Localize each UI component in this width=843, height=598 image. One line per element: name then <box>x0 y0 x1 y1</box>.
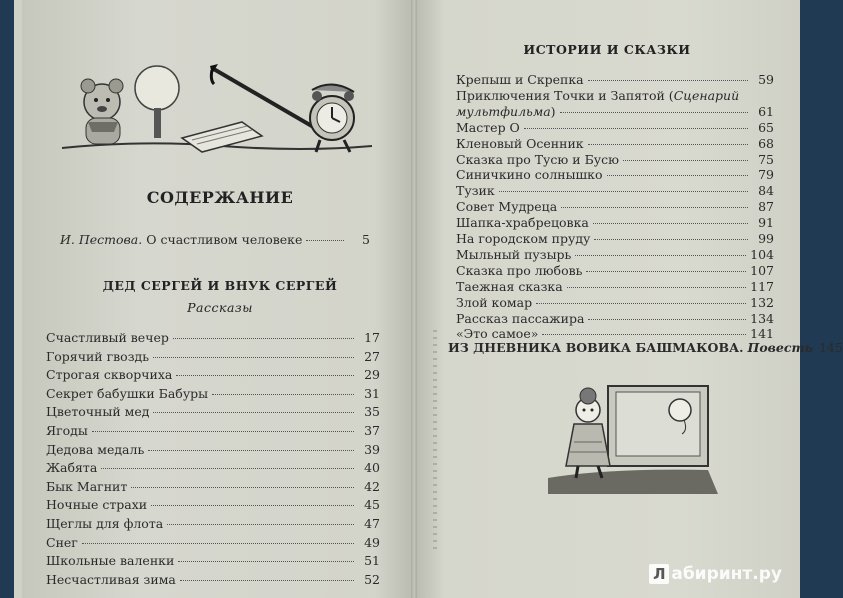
toc-entry[interactable] <box>456 72 774 87</box>
toc-entry[interactable] <box>456 104 774 119</box>
toc-entry-page: 59 <box>758 72 774 87</box>
toc-entry-page: 141 <box>750 326 774 342</box>
dot-leader <box>153 412 354 413</box>
toc-entry-title-text: Жабята <box>46 460 98 476</box>
section-title-right: ИСТОРИИ И СКАЗКИ <box>523 42 691 57</box>
toc-entry[interactable] <box>46 386 380 401</box>
toc-entry[interactable] <box>456 311 774 326</box>
toc-entry-title-text: Кленовый Осенник <box>456 135 584 151</box>
section-subtitle-left: Рассказы <box>187 300 253 315</box>
intro-page: 5 <box>362 232 370 247</box>
dot-leader <box>588 144 748 145</box>
dot-leader <box>82 543 354 544</box>
toc-entry-title-text: Ночные страхи <box>46 497 148 513</box>
labirint-logo-icon: Л <box>649 564 669 584</box>
toc-entry-title-text: Сказка про любовь <box>456 262 583 278</box>
contents-title: СОДЕРЖАНИЕ <box>146 188 294 207</box>
toc-entry-page: 65 <box>758 119 774 135</box>
toc-entry-page: 87 <box>758 199 774 215</box>
toc-entry-title-text: Рассказ пассажира <box>456 310 585 326</box>
toc-entry[interactable] <box>46 330 380 345</box>
toc-entry-title-text: Ягоды <box>46 423 88 438</box>
toc-entry-title-text: Строгая скворчиха <box>46 367 173 383</box>
toc-entry-page: 84 <box>758 183 774 199</box>
final-entry[interactable] <box>448 340 843 355</box>
toc-entry-title <box>46 572 176 587</box>
dot-leader <box>167 524 354 525</box>
toc-entry-title <box>456 104 556 119</box>
dot-leader <box>178 561 354 562</box>
toc-entry-page: 91 <box>758 215 774 231</box>
toc-entry[interactable] <box>456 199 774 214</box>
toc-entry-page: 35 <box>364 404 380 420</box>
tree-icon <box>135 66 179 138</box>
toc-entry-title <box>46 404 149 419</box>
toc-entry-page: 31 <box>364 385 380 401</box>
toc-entry-title <box>456 167 603 182</box>
dot-leader <box>588 319 746 320</box>
toc-entry-title <box>456 215 589 230</box>
toc-entry-page: 17 <box>364 330 380 345</box>
doll-icon <box>566 388 610 478</box>
toc-entry-page: 68 <box>758 135 774 151</box>
alarm-clock-icon <box>310 84 354 152</box>
final-entry-heading: ИЗ ДНЕВНИКА ВОВИКА БАШМАКОВА. <box>448 340 744 355</box>
intro-title: О счастливом человеке <box>146 232 303 247</box>
show-through-text <box>433 330 437 550</box>
toc-entry-title <box>46 423 88 438</box>
toc-entry-title-text: Несчастливая зима <box>46 571 176 587</box>
toc-entry-title <box>46 516 163 531</box>
toc-entry-page: 107 <box>750 262 774 278</box>
toc-entry-title <box>456 183 495 198</box>
toc-entry-title <box>456 231 590 246</box>
toc-entry[interactable] <box>456 247 774 262</box>
toc-entry-title <box>46 535 78 550</box>
dot-leader <box>212 394 354 395</box>
toc-entry-page: 45 <box>364 497 380 513</box>
toc-entry-page: 47 <box>364 516 380 531</box>
dot-leader <box>101 468 354 469</box>
toc-entry[interactable] <box>456 120 774 135</box>
toc-entry[interactable] <box>456 136 774 151</box>
toc-entry[interactable] <box>456 88 774 103</box>
toc-entry-page: 134 <box>750 310 774 326</box>
toc-entry[interactable] <box>46 367 380 382</box>
toc-entry-title-text: Дедова медаль <box>46 441 145 457</box>
toc-entry-page: 27 <box>364 348 380 364</box>
toc-entry-page: 42 <box>364 478 380 494</box>
toc-entry[interactable] <box>46 479 380 494</box>
toc-entry-title-text: Тузик <box>456 183 495 199</box>
toc-entry-title-text: Горячий гвоздь <box>46 348 150 364</box>
toc-entry-title-text: Совет Мудреца <box>456 199 558 215</box>
toc-entry-title-text: Бык Магнит <box>46 478 128 494</box>
toc-entry-title <box>46 330 169 345</box>
toc-entry-title <box>456 120 520 135</box>
dot-leader <box>567 287 746 288</box>
bear-icon <box>81 79 123 144</box>
toc-entry-page: 61 <box>758 103 774 119</box>
toc-entry[interactable] <box>46 349 380 364</box>
toc-entry-title <box>46 367 172 382</box>
toc-entry-title-text: Снег <box>46 534 78 550</box>
toc-entry-title <box>46 553 174 568</box>
dot-leader <box>542 334 746 335</box>
intro-entry-title <box>60 232 302 247</box>
toc-entry-title-text: Приключения Точки и Запятой ( <box>456 87 674 103</box>
toc-entry-title-italic: мультфильма <box>456 103 551 119</box>
dot-leader <box>148 450 354 451</box>
toc-entry-title <box>456 311 584 326</box>
toc-entry[interactable] <box>46 535 380 550</box>
book-gutter <box>411 0 417 598</box>
toc-entry[interactable] <box>46 572 380 587</box>
toc-entry-title-text: Мастер О <box>456 119 520 135</box>
dot-leader <box>153 357 354 358</box>
toc-entry-page: 117 <box>750 278 774 294</box>
toc-entry[interactable] <box>456 295 774 310</box>
final-entry-subtitle: Повесть <box>747 340 813 355</box>
toc-entry-title-text: Сказка про Тусю и Бусю <box>456 151 619 167</box>
dot-leader <box>536 303 746 304</box>
toc-entry-title-text: Цветочный мед <box>46 404 150 420</box>
toc-entry[interactable] <box>456 183 774 198</box>
dot-leader <box>131 487 354 488</box>
toc-entry-title <box>46 386 208 401</box>
dot-leader <box>594 239 748 240</box>
watermark <box>649 564 782 584</box>
toc-entry[interactable] <box>456 215 774 230</box>
toc-entry-title-text: Школьные валенки <box>46 553 175 569</box>
dot-leader <box>588 80 748 81</box>
toc-entry-title <box>46 442 144 457</box>
toc-entry-title-text: Таежная сказка <box>456 278 563 294</box>
toc-entry-page: 51 <box>364 553 380 569</box>
dot-leader <box>173 338 354 339</box>
toc-entry-title <box>456 88 739 103</box>
final-entry-page: 145 <box>818 340 843 355</box>
toc-entry-title-italic: Сценарий <box>673 87 740 103</box>
bear-clock-illustration <box>62 60 372 160</box>
toc-entry-page: 104 <box>750 246 774 262</box>
toc-entry-page: 37 <box>364 423 380 438</box>
dot-leader <box>623 160 748 161</box>
toc-entry-title <box>46 349 149 364</box>
toc-entry-title-text: Крепыш и Скрепка <box>456 72 584 87</box>
toc-entry-title <box>456 136 584 151</box>
dot-leader <box>180 580 354 581</box>
intro-entry[interactable] <box>60 232 370 247</box>
toc-entry[interactable] <box>46 460 380 475</box>
dot-leader <box>499 191 748 192</box>
toc-entry-page: 132 <box>750 294 774 310</box>
toc-entry[interactable] <box>46 497 380 512</box>
toc-entry-title-text: Злой комар <box>456 294 533 310</box>
toc-entry-page: 79 <box>758 167 774 183</box>
toc-entry-title <box>456 152 619 167</box>
dot-leader <box>607 175 748 176</box>
pen-icon <box>210 64 322 132</box>
dot-leader <box>306 240 344 241</box>
toc-entry-page: 39 <box>364 441 380 457</box>
toc-entry[interactable] <box>46 404 380 419</box>
doll-window-illustration <box>548 382 718 497</box>
dot-leader <box>575 255 746 256</box>
toc-entry-page: 75 <box>758 151 774 167</box>
toc-entry-title <box>456 263 582 278</box>
toc-entry-title-text: На городском пруду <box>456 231 591 246</box>
toc-entry-title <box>46 479 127 494</box>
intro-author: И. Пестова. <box>60 232 143 247</box>
toc-entry-page: 29 <box>364 367 380 383</box>
toc-entry[interactable] <box>456 279 774 294</box>
watermark-text: абиринт.ру <box>671 564 782 584</box>
toc-entry-page: 49 <box>364 534 380 550</box>
toc-entry-title-text: Счастливый вечер <box>46 330 169 345</box>
toc-entry-title <box>456 72 584 87</box>
toc-entry-title-text: Секрет бабушки Бабуры <box>46 385 209 401</box>
toc-entry-title <box>456 199 557 214</box>
toc-entry-title <box>456 247 571 262</box>
toc-entry-title <box>46 497 147 512</box>
toc-entry-page: 52 <box>364 571 380 587</box>
toc-entry[interactable] <box>46 442 380 457</box>
dot-leader <box>560 112 748 113</box>
toc-entry[interactable] <box>456 152 774 167</box>
toc-entry-title-text: Щеглы для флота <box>46 516 164 531</box>
dot-leader <box>176 375 354 376</box>
final-entry-title <box>448 340 813 355</box>
toc-entry-title <box>456 295 532 310</box>
toc-entry[interactable] <box>456 231 774 246</box>
toc-entry[interactable] <box>46 553 380 568</box>
toc-entry-title-text: Мыльный пузырь <box>456 246 572 262</box>
toc-entry-page: 99 <box>758 231 774 246</box>
dot-leader <box>92 431 354 432</box>
toc-entry-title-text: Шапка-храбрецовка <box>456 215 589 231</box>
toc-entry-title-text: «Это самое» <box>456 326 539 342</box>
section-title-left: ДЕД СЕРГЕЙ И ВНУК СЕРГЕЙ <box>102 278 338 293</box>
toc-entry-page: 40 <box>364 460 380 476</box>
dot-leader <box>151 505 354 506</box>
toc-entry[interactable] <box>46 423 380 438</box>
toc-entry-title <box>456 279 563 294</box>
toc-entry-title-tail: ) <box>550 103 556 119</box>
dot-leader <box>524 128 748 129</box>
toc-entry-title <box>46 460 97 475</box>
dot-leader <box>586 271 746 272</box>
toc-entry-title-text: Синичкино солнышко <box>456 167 603 183</box>
dot-leader <box>561 207 748 208</box>
dot-leader <box>593 223 748 224</box>
toc-entry[interactable] <box>456 167 774 182</box>
toc-entry[interactable] <box>456 263 774 278</box>
toc-entry[interactable] <box>46 516 380 531</box>
